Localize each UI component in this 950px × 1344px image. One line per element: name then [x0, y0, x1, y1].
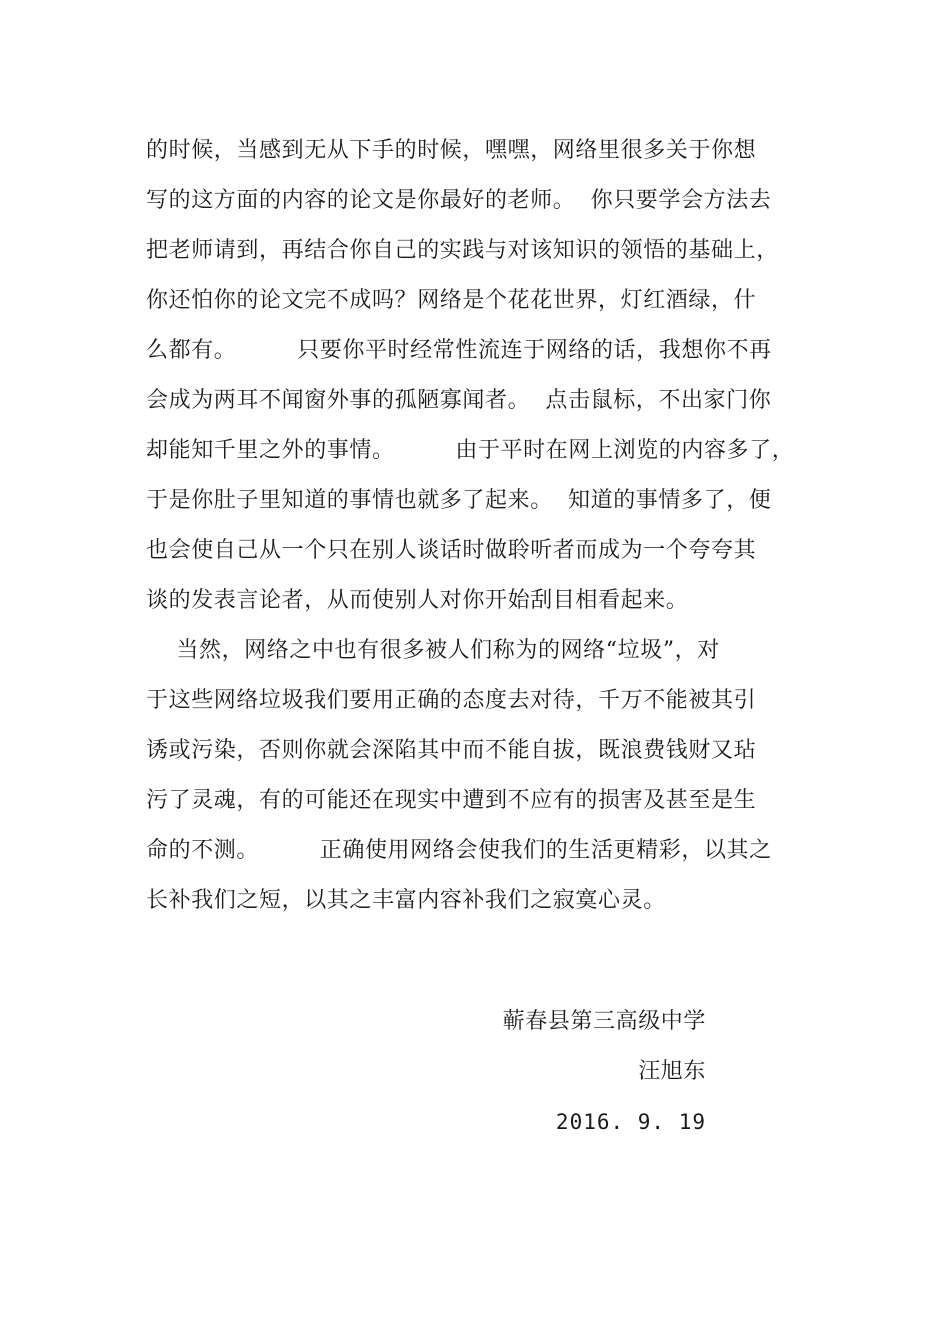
- body-line: 也会使自己从一个只在别人谈话时做聆听者而成为一个夸夸其: [146, 538, 757, 563]
- body-line: 污了灵魂，有的可能还在现实中遭到不应有的损害及甚至是生: [146, 788, 757, 813]
- body-line: 把老师请到，再结合你自己的实践与对该知识的领悟的基础上，: [146, 238, 779, 263]
- body-line: 诱或污染，否则你就会深陷其中而不能自拔，既浪费钱财又玷: [146, 738, 757, 763]
- signature-school: 蕲春县第三高级中学: [502, 1009, 706, 1034]
- body-line: 的时候，当感到无从下手的时候，嘿嘿，网络里很多关于你想: [146, 138, 757, 163]
- body-line: 却能知千里之外的事情。 由于平时在网上浏览的内容多了，: [146, 438, 795, 463]
- body-line: 么都有。 只要你平时经常性流连于网络的话，我想你不再: [146, 338, 772, 363]
- body-line: 长补我们之短，以其之丰富内容补我们之寂寞心灵。: [146, 888, 666, 913]
- body-line: 写的这方面的内容的论文是你最好的老师。 你只要学会方法去: [146, 188, 772, 213]
- body-line: 当然，网络之中也有很多被人们称为的网络“垃圾”，对: [146, 638, 720, 663]
- body-line: 于这些网络垃圾我们要用正确的态度去对待，千万不能被其引: [146, 688, 757, 713]
- signature-author: 汪旭东: [638, 1059, 706, 1084]
- signature-date: 2016. 9. 19: [555, 1110, 706, 1134]
- body-line: 于是你肚子里知道的事情也就多了起来。 知道的事情多了，便: [146, 488, 772, 513]
- body-line: 命的不测。 正确使用网络会使我们的生活更精彩，以其之: [146, 838, 772, 863]
- body-line: 谈的发表言论者，从而使别人对你开始刮目相看起来。: [146, 588, 689, 613]
- body-line: 你还怕你的论文完不成吗？网络是个花花世界，灯红酒绿，什: [146, 288, 757, 313]
- body-line: 会成为两耳不闻窗外事的孤陋寡闻者。 点击鼠标，不出家门你: [146, 388, 772, 413]
